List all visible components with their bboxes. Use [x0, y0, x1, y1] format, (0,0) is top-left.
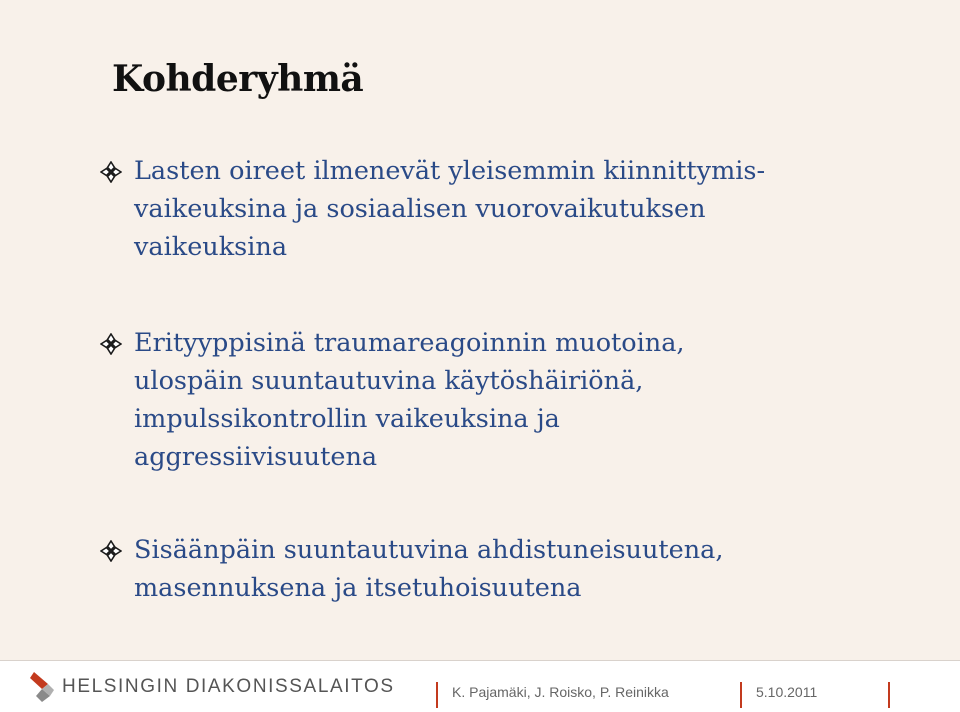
footer-separator — [888, 682, 890, 708]
footer-authors: K. Pajamäki, J. Roisko, P. Reinikka — [452, 684, 669, 700]
footer-separator — [436, 682, 438, 708]
footer-separator — [740, 682, 742, 708]
diakonissalaitos-logo-icon — [28, 670, 56, 704]
bullet-line: vaikeuksina — [134, 232, 288, 262]
bullet-line: Erityyppisinä traumareagoinnin muotoina, — [134, 328, 685, 358]
bullet-line: Lasten oireet ilmenevät yleisemmin kiinnittymis- — [134, 156, 766, 186]
organization-name: HELSINGIN DIAKONISSALAITOS — [62, 676, 395, 697]
footer-divider — [0, 660, 960, 661]
bullet-item-2 — [100, 324, 940, 476]
bullet-line: vaikeuksina ja sosiaalisen vuorovaikutuksen — [134, 194, 706, 224]
bullet-line: aggressiivisuutena — [134, 442, 378, 472]
slide-title: Kohderyhmä — [112, 58, 364, 100]
four-diamond-bullet-icon — [100, 333, 122, 355]
bullet-item-3 — [100, 531, 940, 607]
bullet-line: ulospäin suuntautuvina käytöshäiriönä, — [134, 366, 644, 396]
four-diamond-bullet-icon — [100, 161, 122, 183]
bullet-line: impulssikontrollin vaikeuksina ja — [134, 404, 560, 434]
bullet-line: Sisäänpäin suuntautuvina ahdistuneisuutena, — [134, 535, 724, 565]
four-diamond-bullet-icon — [100, 540, 122, 562]
footer-date: 5.10.2011 — [756, 684, 818, 700]
bullet-item-1 — [100, 152, 940, 266]
bullet-line: masennuksena ja itsetuhoisuutena — [134, 573, 582, 603]
